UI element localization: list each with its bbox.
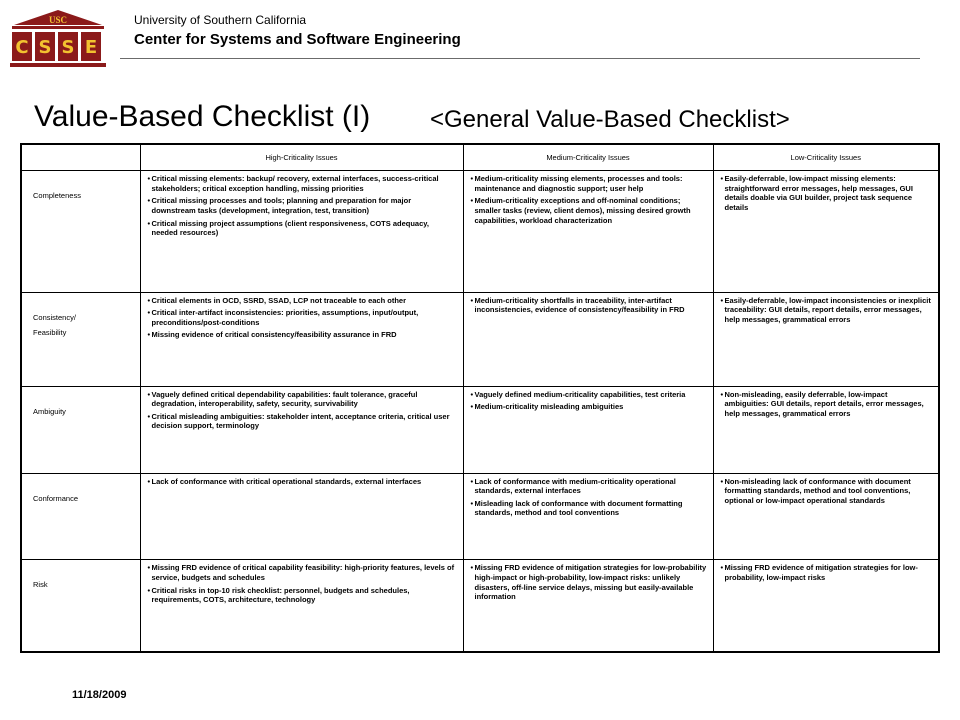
issue-item bbox=[149, 196, 457, 215]
issue-item bbox=[149, 330, 457, 340]
high-criticality-cell bbox=[140, 171, 463, 292]
dimension-cell bbox=[21, 171, 140, 292]
issue-item bbox=[722, 390, 933, 419]
logo-frieze bbox=[12, 26, 104, 29]
issue-item bbox=[149, 412, 457, 431]
issue-text: Medium-criticality shortfalls in traceability, inter-artifact inconsistencies, evidence of consistency/feasibility in FRD bbox=[474, 295, 685, 315]
issue-text: Missing FRD evidence of critical capability feasibility: high-priority features, levels of service, budgets and schedules bbox=[151, 563, 455, 583]
dimension-cell bbox=[21, 386, 140, 473]
issue-text: Medium-criticality missing elements, processes and tools: maintenance and diagnostic support; user help bbox=[474, 174, 683, 193]
bullet-icon: • bbox=[720, 563, 724, 573]
table-row bbox=[21, 560, 939, 652]
issue-text: Critical inter-artifact inconsistencies: priorities, assumptions, input/output, preconditions/post-conditions bbox=[151, 308, 419, 327]
dimension-label: Conformance bbox=[33, 493, 79, 503]
dimension-label: Completeness bbox=[33, 191, 81, 201]
slide-subtitle: <General Value-Based Checklist> bbox=[430, 106, 790, 133]
bullet-icon: • bbox=[720, 476, 724, 486]
column-header-high: High-Criticality Issues bbox=[140, 144, 463, 171]
issue-text: Lack of conformance with medium-criticality operational standards, external interfaces bbox=[474, 476, 676, 496]
logo-letter: S bbox=[61, 37, 75, 58]
issue-text: Critical missing elements: backup/ recovery, external interfaces, success-critical stakeholders; critical exception handling, missing priorities bbox=[151, 174, 439, 193]
dimension-cell bbox=[21, 292, 140, 386]
csse-logo bbox=[6, 8, 110, 68]
bullet-icon: • bbox=[720, 174, 724, 184]
bullet-icon: • bbox=[147, 308, 151, 318]
checklist-table bbox=[20, 143, 940, 653]
issue-text: Non-misleading, easily deferrable, low-impact ambiguities: GUI details, report details, error messages, help messages, grammatical errors bbox=[724, 389, 924, 418]
bullet-icon: • bbox=[470, 476, 474, 486]
issue-item bbox=[149, 308, 457, 327]
table-row bbox=[21, 292, 939, 386]
issue-item bbox=[472, 402, 707, 412]
slide-date: 11/18/2009 bbox=[72, 689, 127, 701]
issue-item bbox=[722, 296, 933, 325]
bullet-icon: • bbox=[470, 174, 474, 184]
high-criticality-cell bbox=[140, 473, 463, 560]
medium-criticality-cell bbox=[463, 292, 713, 386]
university-name: University of Southern California bbox=[134, 13, 307, 27]
issue-item bbox=[722, 174, 933, 212]
logo-letter: S bbox=[38, 37, 52, 58]
low-criticality-cell bbox=[713, 386, 939, 473]
bullet-icon: • bbox=[470, 389, 474, 399]
issue-text: Non-misleading lack of conformance with document formatting standards, method and tool conventions, optional or low-impact operational standards bbox=[724, 476, 911, 505]
issue-item bbox=[472, 296, 707, 315]
table-row bbox=[21, 473, 939, 560]
table-row bbox=[21, 171, 939, 292]
issue-item bbox=[149, 219, 457, 238]
issue-item bbox=[472, 499, 707, 518]
bullet-icon: • bbox=[147, 411, 151, 421]
bullet-icon: • bbox=[147, 218, 151, 228]
low-criticality-cell bbox=[713, 473, 939, 560]
issue-item bbox=[722, 477, 933, 506]
issue-text: Medium-criticality misleading ambiguities bbox=[474, 402, 624, 412]
issue-text: Critical elements in OCD, SSRD, SSAD, LCP not traceable to each other bbox=[151, 295, 407, 305]
bullet-icon: • bbox=[147, 196, 151, 206]
issue-item bbox=[472, 477, 707, 496]
issue-text: Critical risks in top-10 risk checklist: personnel, budgets and schedules, requirements, COTS, architecture, technology bbox=[151, 585, 410, 605]
column-header-medium: Medium-Criticality Issues bbox=[463, 144, 713, 171]
issue-text: Lack of conformance with critical operational standards, external interfaces bbox=[151, 476, 422, 486]
issue-text: Critical misleading ambiguities: stakeholder intent, acceptance criteria, critical user decision support, terminology bbox=[151, 411, 450, 431]
issue-text: Critical missing project assumptions (client responsiveness, COTS adequacy, needed resources) bbox=[151, 218, 429, 238]
dimension-cell bbox=[21, 560, 140, 652]
column-header bbox=[21, 144, 140, 171]
issue-text: Misleading lack of conformance with document formatting standards, method and tool conventions bbox=[474, 498, 683, 518]
bullet-icon: • bbox=[470, 563, 474, 573]
low-criticality-cell bbox=[713, 560, 939, 652]
dimension-label: Consistency/ bbox=[33, 312, 76, 322]
center-name: Center for Systems and Software Engineering bbox=[134, 31, 461, 48]
bullet-icon: • bbox=[147, 295, 151, 305]
bullet-icon: • bbox=[147, 330, 151, 340]
logo-base bbox=[10, 63, 106, 67]
bullet-icon: • bbox=[147, 174, 151, 184]
issue-item bbox=[472, 174, 707, 193]
medium-criticality-cell bbox=[463, 473, 713, 560]
bullet-icon: • bbox=[147, 476, 151, 486]
issue-text: Easily-deferrable, low-impact inconsistencies or inexplicit traceability: GUI details, report details, error messages, help messages, grammatical errors bbox=[724, 295, 931, 324]
medium-criticality-cell bbox=[463, 171, 713, 292]
issue-text: Missing evidence of critical consistency/feasibility assurance in FRD bbox=[151, 330, 397, 340]
issue-text: Critical missing processes and tools; planning and preparation for major downstream tasks (development, integration, test, transition) bbox=[151, 196, 412, 216]
medium-criticality-cell bbox=[463, 560, 713, 652]
header-divider bbox=[120, 58, 920, 59]
medium-criticality-cell bbox=[463, 386, 713, 473]
bullet-icon: • bbox=[470, 196, 474, 206]
bullet-icon: • bbox=[470, 498, 474, 508]
issue-item bbox=[472, 563, 707, 601]
dimension-label: Feasibility bbox=[33, 327, 67, 337]
dimension-label: Risk bbox=[33, 580, 48, 590]
issue-item bbox=[472, 196, 707, 225]
issue-text: Easily-deferrable, low-impact missing elements: straightforward error messages, help messages, GUI details doable via GUI builder, project task sequence details bbox=[724, 174, 913, 213]
issue-item bbox=[149, 586, 457, 605]
high-criticality-cell bbox=[140, 292, 463, 386]
issue-item bbox=[149, 296, 457, 306]
bullet-icon: • bbox=[720, 295, 724, 305]
issue-item bbox=[149, 563, 457, 582]
dimension-label: Ambiguity bbox=[33, 406, 66, 416]
bullet-icon: • bbox=[147, 389, 151, 399]
high-criticality-cell bbox=[140, 386, 463, 473]
logo-letter: E bbox=[84, 37, 98, 58]
table-header-row bbox=[21, 144, 939, 171]
issue-text: Medium-criticality exceptions and off-nominal conditions; smaller tasks (review, client demos), missing desired growth capabilities, workload characterization bbox=[474, 196, 691, 225]
bullet-icon: • bbox=[470, 295, 474, 305]
high-criticality-cell bbox=[140, 560, 463, 652]
bullet-icon: • bbox=[147, 585, 151, 595]
slide-title: Value-Based Checklist (I) bbox=[34, 100, 371, 133]
issue-item bbox=[149, 390, 457, 409]
issue-text: Missing FRD evidence of mitigation strategies for low-probability, low-impact risks bbox=[724, 563, 918, 583]
low-criticality-cell bbox=[713, 292, 939, 386]
bullet-icon: • bbox=[147, 563, 151, 573]
low-criticality-cell bbox=[713, 171, 939, 292]
issue-text: Missing FRD evidence of mitigation strategies for low-probability high-impact or high-probability, low-impact risks: unlikely disasters, off-line service delays, missing but easily-available information bbox=[474, 563, 707, 602]
column-header-low: Low-Criticality Issues bbox=[713, 144, 939, 171]
issue-item bbox=[472, 390, 707, 400]
bullet-icon: • bbox=[470, 402, 474, 412]
logo-usc-text: USC bbox=[48, 15, 68, 25]
logo-letter: C bbox=[15, 37, 29, 58]
table-row bbox=[21, 386, 939, 473]
dimension-cell bbox=[21, 473, 140, 560]
issue-text: Vaguely defined medium-criticality capabilities, test criteria bbox=[474, 389, 686, 399]
issue-text: Vaguely defined critical dependability capabilities: fault tolerance, graceful degradation, interoperability, safety, security, survivability bbox=[151, 389, 418, 409]
issue-item bbox=[149, 174, 457, 193]
issue-item bbox=[149, 477, 457, 487]
bullet-icon: • bbox=[720, 389, 724, 399]
issue-item bbox=[722, 563, 933, 582]
